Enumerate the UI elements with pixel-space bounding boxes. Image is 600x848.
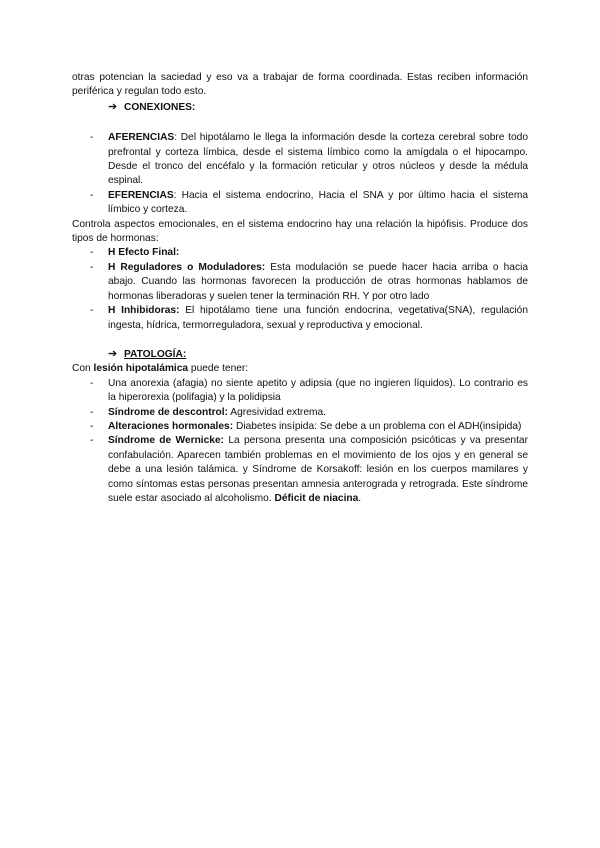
dash-bullet-icon: -: [90, 305, 94, 317]
list-item-inhibidoras: [72, 304, 528, 333]
lead-bold: lesión hipotalámica: [93, 363, 189, 375]
conexiones-title: CONEXIONES:: [124, 101, 196, 113]
anorexia-text: Una anorexia (afagia) no siente apetito y adipsia (que no ingieren líquidos). Lo contrario es la hiperorexia (polifagia) y la polidipsia: [108, 377, 528, 404]
dash-bullet-icon: -: [90, 406, 94, 418]
lead-post: puede tener:: [188, 363, 249, 375]
descontrol-text: Agresividad extrema.: [228, 406, 326, 418]
list-item-wernicke: [72, 434, 528, 506]
term-inhibidoras: H Inhibidoras:: [108, 305, 180, 317]
conexiones-list: [72, 131, 528, 217]
dash-bullet-icon: -: [90, 420, 94, 432]
list-item-aferencias: [72, 131, 528, 189]
list-item-efecto-final: [72, 246, 528, 260]
dash-bullet-icon: -: [90, 247, 94, 259]
list-item-descontrol: [72, 406, 528, 420]
hormonas-list: [72, 246, 528, 332]
term-separator: :: [174, 132, 178, 144]
alteraciones-text: Diabetes insípida: Se debe a un problema con el ADH(insípida): [233, 420, 522, 432]
term-eferencias: EFERENCIAS: [108, 189, 174, 201]
wernicke-text: La persona presenta una composición psicóticas y va presentar confabulación. Aparecen también problemas en el movimiento de los ojos y en general se debe a una lesión talámica. y Síndrome de Korsakoff: lesión en los cuerpos mamilares y como síntomas estas personas presentan amnesia anterograda y retrograda. Este síndrome suele estar asociado al alcoholismo.: [108, 435, 528, 504]
inhibidoras-text: El hipotálamo tiene una función endocrina, vegetativa(SNA), regulación ingesta, hídrica, termorreguladora, sexual y reproductiva y emocional.: [108, 305, 528, 331]
list-item-reguladores: [72, 261, 528, 304]
reguladores-text: Esta modulación se puede hacer hacia arriba o hacia abajo. Cuando las hormonas favorecen la producción de otras hormonas hablamos de hormonas liberadoras y suelen tener la terminación RH. Y por otro lado: [108, 261, 528, 302]
wernicke-end: .: [358, 492, 362, 504]
term-descontrol: Síndrome de descontrol:: [108, 406, 229, 418]
term-reguladores: H Reguladores o Moduladores:: [108, 261, 266, 273]
list-item-alteraciones: [72, 420, 528, 434]
list-item-eferencias: [72, 189, 528, 218]
list-item-anorexia: [72, 377, 528, 406]
term-alteraciones: Alteraciones hormonales:: [108, 420, 234, 432]
term-efecto-final: H Efecto Final:: [108, 247, 180, 259]
conexiones-heading: [108, 100, 528, 115]
arrow-right-icon: ➔: [108, 100, 118, 113]
lead-pre: Con: [72, 363, 94, 375]
dash-bullet-icon: -: [90, 435, 94, 447]
dash-bullet-icon: -: [90, 189, 94, 201]
dash-bullet-icon: -: [90, 377, 94, 389]
term-wernicke: Síndrome de Wernicke:: [108, 435, 225, 447]
dash-bullet-icon: -: [90, 132, 94, 144]
patologia-list: [72, 377, 528, 507]
term-separator: :: [173, 189, 177, 201]
aferencias-text: Del hipotálamo le llega la información desde la corteza cerebral sobre todo prefrontal y corteza límbica, desde el sistema límbico como la amígdala o el hipocampo. Desde el tronco del encéfalo y la formación reticular y otros núcleos y desde la médula espinal.: [108, 132, 528, 187]
patologia-title: PATOLOGÍA:: [124, 348, 187, 360]
intro-paragraph: otras potencian la saciedad y eso va a trabajar de forma coordinada. Estas reciben información periférica y regulan todo esto.: [72, 72, 528, 98]
control-paragraph: Controla aspectos emocionales, en el sistema endocrino hay una relación la hipófisis. Produce dos tipos de hormonas:: [72, 218, 528, 245]
deficit-niacina: Déficit de niacina: [274, 492, 359, 504]
term-aferencias: AFERENCIAS: [108, 132, 175, 144]
patologia-lead: [72, 362, 528, 376]
eferencias-text: Hacia el sistema endocrino, Hacia el SNA y por último hacia el sistema límbico y corteza.: [108, 189, 528, 216]
document-body: [72, 71, 528, 506]
arrow-right-icon: ➔: [108, 347, 118, 360]
patologia-heading: [108, 347, 528, 362]
dash-bullet-icon: -: [90, 261, 94, 273]
